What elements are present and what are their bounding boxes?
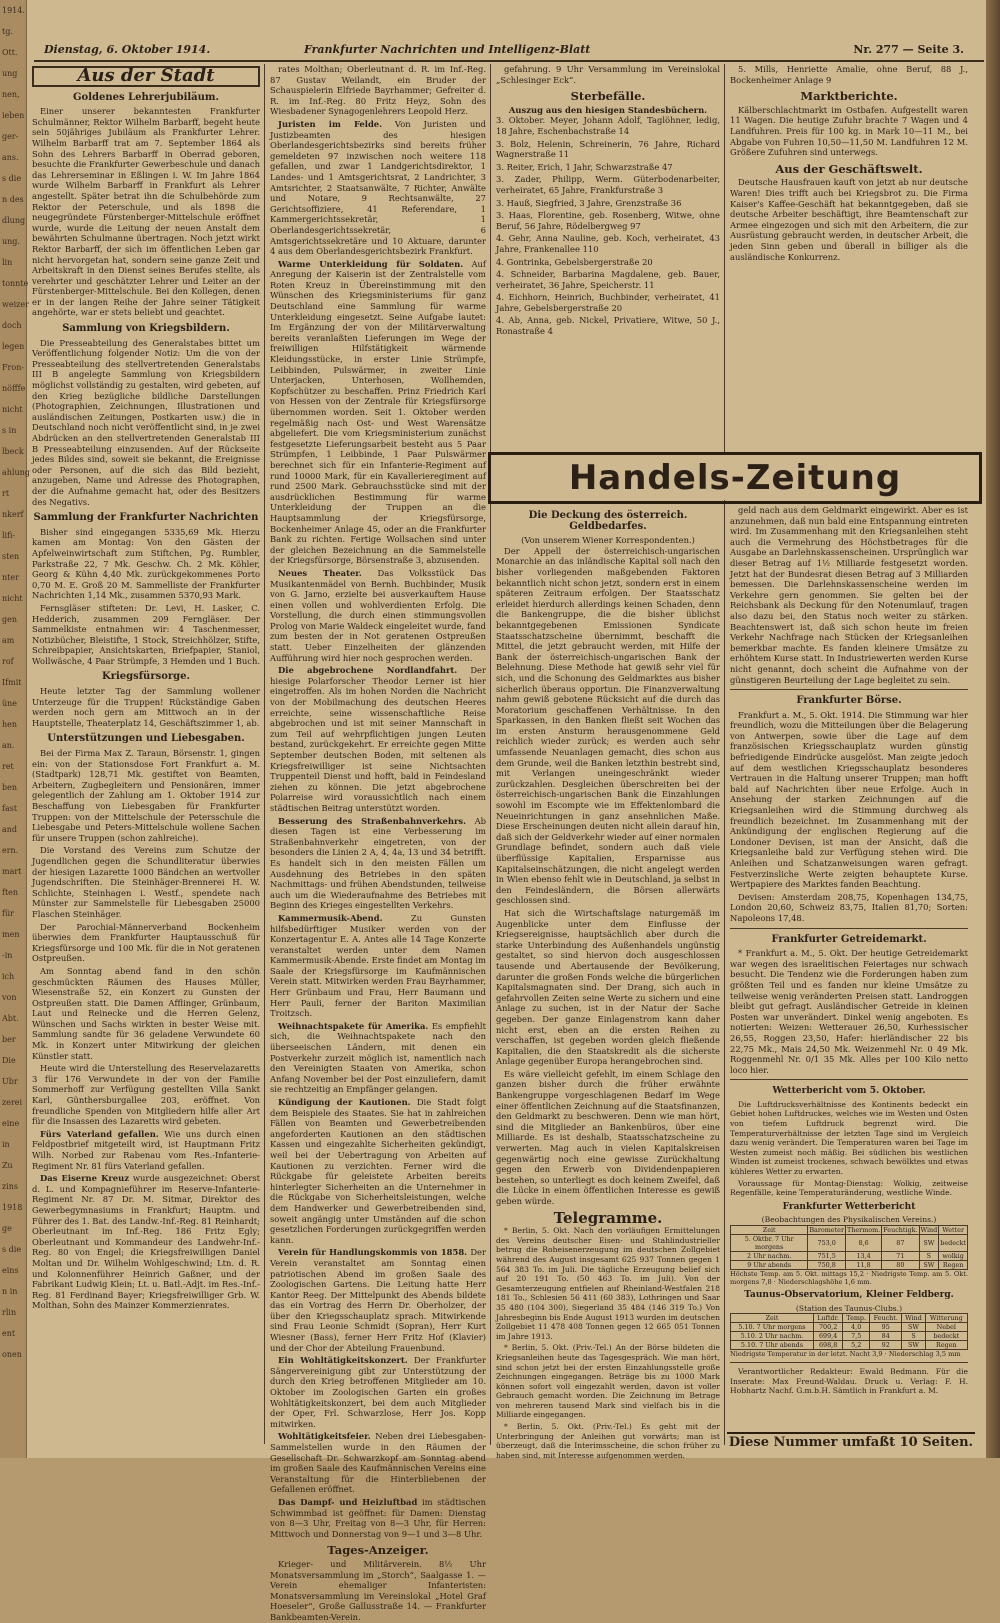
- column-rule: [490, 64, 491, 454]
- article-heading: Telegramme.: [553, 1208, 663, 1227]
- table-cell: Regen: [925, 1341, 967, 1350]
- run-in-heading: Wohltätigkeitsfeier.: [278, 1431, 371, 1442]
- gutter-text-fragment: tg.: [2, 27, 13, 36]
- table-cell: Regen: [939, 1261, 968, 1270]
- article-heading: Tages-Anzeiger.: [327, 1543, 429, 1558]
- column-rule: [724, 64, 725, 454]
- article-text: Hat sich die Wirtschaftslage naturgemäß im Augenblicke unter dem Einflusse der Kriegsereignisse, hauptsächlich aber durch die starke Unterbindung des Außenhandels ungünstig gestaltet, so sind hiervon doch ausgeschlossen tausende und Abertausende der Bevölkerung, darunter die großen Fonds welche die bürgerlichen Kapitalsmagnaten sind. Der Drang, sich auch in gefahrvollen Zeiten seine Werte zu sichern und eine Anlage zu suchen, ist in der Natur der Sache gegeben. Der ganze Einlagenstrom kann daher nicht erst, eben an die ersten Reihen zu verschaffen, ist gegeben worden gleich fließende Kapitalien, die den Staatskredit als die sicherste Anlage gegenüber Europa herangebrochen sind.: [496, 907, 720, 1067]
- table-cell: 699,4: [813, 1332, 842, 1341]
- run-in-text: Es empfiehlt sich, die Weihnachtspakete nach den überseeischen Ländern, mit denen ein Postverkehr zurzeit möglich ist, namentlich nach den Vereinigten Staaten von Amerika, schon Anfang November bei der Post einzuliefern, damit sie rechtzeitig an Empfänger gelangen.: [270, 1020, 486, 1095]
- article-heading: Die Deckung des österreich. Geldbedarfes.: [528, 510, 688, 532]
- article-text: Einer unserer bekanntesten Frankfurter Schulmänner, Rektor Wilhelm Barbarff, begeht heute sein 50jähriges Jubiläum als Frankfurter Lehrer. Wilhelm Barbarff trat am 7. September 1864 als Sohn des Lehrers Barbarff in Oberrad geboren, besuchte die Frankfurter Gewerbeschule und danach das Lehrerseminar in Eßlingen i. W. Im Jahre 1864 wurde Wilhelm Barbarff in Frankfurt als Lehrer angestellt. Später betrat ihn die Schulbehörde zum Rektor der Peterschule, und als 1898 die neugegründete Fürstenberger-Mittelschule eröffnet wurde, wurde die Leitung der neuen Anstalt dem bewährten Schulmanne übertragen. Noch jetzt wirkt Rektor Barbarff, der sich im öffentlichen Leben gar nicht hervorgetan hat, sondern seine ganze Zeit und Arbeitskraft in den Dienst seines Berufes stellte, als verehrter und geschätzter Lehrer und Leiter an der Fürstenberger-Mittelschule. Bei den Kollegen, denen er in der langen Reihe der Jahre seiner Tätigkeit angehörte, war er stets beliebt und geachtet.: [32, 106, 260, 318]
- gutter-text-fragment: n in: [2, 1287, 18, 1296]
- gutter-text-fragment: Fron-: [2, 363, 25, 372]
- gutter-text-fragment: ber: [2, 1035, 16, 1044]
- article-text: geld nach aus dem Geldmarkt eingewirkt. Aber es ist anzunehmen, daß nun bald eine Entspannung eintreten wird. Im Zusammenhang mit den Kriegsanleihen steht auch die Vermehrung des Höchstbetrages für die Ausgabe an Darlehnskassenscheinen. Ursprünglich war dieser Betrag auf 1½ Milliarde festgesetzt worden. Jetzt hat der Bundesrat diesen Betrag auf 3 Milliarden bemessen. Die Darlehnskassenscheine werden im Verkehre gern genommen. Sie gelten bei der Reichsbank als Deckung für den Notenumlauf, tragen also dazu bei, den Status noch weiter zu stärken. Beachtenswert ist, daß sich schon heute im freien Verkehr Nachfrage nach Stücken der Kriegsanleihen bemerkbar machte. Es fanden kleinere Umsätze zu erhöhtem Kurse statt. In Industriewerten werden Kurse nicht genannt, doch scheint die Aufnahme von der günstigeren Beurteilung der Lage begleitet zu sein.: [730, 505, 968, 685]
- death-notice: 3. Oktober. Meyer, Johann Adolf, Taglöhner, ledig, 18 Jahre, Eschenbachstraße 14: [496, 115, 720, 136]
- article-text: [270, 1355, 486, 1429]
- gutter-text-fragment: eine: [2, 1119, 20, 1128]
- gutter-text-fragment: am: [2, 636, 15, 645]
- table-cell: 698,8: [813, 1341, 842, 1350]
- article-heading: Sammlung von Kriegsbildern.: [62, 323, 230, 335]
- run-in-heading: Das Dampf- und Heizluftbad: [278, 1496, 418, 1507]
- table-cell: SW: [919, 1235, 939, 1252]
- article-heading: Aus der Geschäftswelt.: [775, 161, 923, 176]
- table-cell: wolkig: [939, 1252, 968, 1261]
- death-notice: 4. Gehr, Anna Nauline, geb. Koch, verheiratet, 43 Jahre, Frankenallee 110: [496, 233, 720, 254]
- column-rule: [490, 500, 491, 1445]
- article-subheading: Auszug aus den hiesigen Standesbüchern.: [508, 104, 708, 115]
- article-text: [270, 1247, 486, 1353]
- gutter-text-fragment: nicht: [2, 405, 23, 414]
- article-heading: Sterbefälle.: [570, 89, 646, 104]
- article-heading: Marktberichte.: [800, 89, 898, 104]
- death-notice: 3. Hauß, Siegfried, 3 Jahre, Grenzstraße 36: [496, 197, 682, 208]
- death-notice: 4. Gontrinka, Gebelsbergerstraße 20: [496, 256, 653, 267]
- table-cell: Nebel: [925, 1323, 967, 1332]
- death-notice: 4. Ab, Anna, geb. Nickel, Privatiere, Witwe, 50 J., Ronastraße 4: [496, 315, 720, 337]
- table-cell: S: [919, 1252, 939, 1261]
- article-text: [270, 119, 486, 257]
- article-heading: Kriegsfürsorge.: [102, 671, 190, 683]
- table-header-cell: Zeit: [731, 1314, 814, 1323]
- article-text: gefahrung. 9 Uhr Versammlung im Vereinslokal „Schlesinger Eck“.: [496, 64, 720, 85]
- table-header-cell: Barometer: [809, 1226, 844, 1234]
- table-cell: 92: [870, 1341, 902, 1350]
- table-header-cell: Wind: [920, 1226, 938, 1234]
- death-notice: 4. Schneider, Barbarina Magdalene, geb. Bauer, verheiratet, 36 Jahre, Speicherstr. 11: [496, 269, 720, 290]
- gutter-text-fragment: s die: [2, 174, 22, 183]
- article-text: Heute letzter Tag der Sammlung wollener Unterzeuge für die Truppen! Rückständige Gaben werden noch gern am Mittwoch an in der Hauptstelle, Theaterplatz 14, Geschäftszimmer 1, ab.: [32, 686, 260, 728]
- gutter-text-fragment: s in: [2, 426, 17, 435]
- run-in-text: Das Volksstück Das Musikantenmädel von Bernh. Buchbinder, Musik von G. Jarno, erzielte bei ausverkauftem Hause einen vollen und wohlverdienten Erfolg. Die Vorstellung, die durch einen stimmungsvollen Prolog von Marie Waldeck eingeleitet wurde, fand zum besten der in Not geratenen Ostpreußen statt. Ueber Einzelheiten der glänzenden Aufführung wird hier noch gesprochen werden.: [270, 567, 486, 663]
- table-header-cell: Zeit: [731, 1226, 808, 1235]
- gutter-text-fragment: nicht: [2, 594, 23, 603]
- article-text: Kälberschlachtmarkt im Ostbafen. Aufgestellt waren 11 Wagen. Die heutige Zufuhr brachte 7 Wagen und 4 Landfuhren. Preis für 100 kg. in Mark 10—11 M., bei Abgabe von Fuhren 10,50—11,50 M. Landfuhren 12 M. Größere Zufuhren sind unterwegs.: [730, 104, 968, 158]
- article-text: rates Molthan; Oberleutnant d. R. im Inf.-Reg. 87 Gustav Weilandt, ein Bruder der Schauspielerin Elfriede Bayrhammer; Gefreiter d. R. im Inf.-Reg. 80 Fritz Heyz, Sohn des Wiesbadener Synagogenlehrers Leopold Herz.: [270, 64, 486, 117]
- article-text: [270, 816, 486, 911]
- table-cell: 5.10. 7 Uhr abends: [731, 1341, 814, 1350]
- death-notice: 3. Zader, Philipp, Werm. Güterbodenarbeiter, verheiratet, 65 Jahre, Frankfurstraße 3: [496, 174, 720, 195]
- handels-zeitung-banner: Handels-Zeitung: [488, 452, 982, 504]
- divider: [730, 928, 968, 929]
- article-text: [270, 1497, 486, 1539]
- table-cell: bedeckt: [939, 1235, 968, 1252]
- run-in-heading: Verein für Handlungskommis von 1858.: [278, 1247, 468, 1258]
- table-cell: 8,6: [846, 1235, 882, 1252]
- table-header-cell: Thermom.: [847, 1226, 881, 1234]
- gutter-text-fragment: nöfffe: [2, 384, 26, 393]
- column-4-top: [730, 64, 968, 452]
- table-row: [731, 1332, 968, 1341]
- table-header-cell: Feuchtigk.: [883, 1226, 918, 1234]
- section-title-box: Aus der Stadt: [32, 66, 260, 87]
- gutter-text-fragment: rt: [2, 489, 10, 498]
- table-cell: SW: [902, 1341, 925, 1350]
- table-cell: 95: [870, 1323, 902, 1332]
- death-notice: 4. Eichhorn, Heinrich, Buchbinder, verheiratet, 41 Jahre, Gebelsbergerstraße 20: [496, 292, 720, 313]
- run-in-text: Ab diesen Tagen ist eine Verbesserung im Straßenbahnverkehr eingetreten, von der besonders die Linien 2 A, 4, 4a, 13 und 34 betrifft. Es handelt sich in den meisten Fällen um Ausdehnung des Betriebes in den späten Nachmittags- und frühen Abendstunden, teilweise auch um die Wiederaufnahme des Betriebes mit Beginn des Krieges eingestellten Verkehrs.: [270, 815, 486, 911]
- table-cell: 5. Oktbr. 7 Uhr morgens: [731, 1235, 808, 1252]
- run-in-heading: Juristen im Felde.: [278, 118, 383, 129]
- gutter-text-fragment: sten: [2, 552, 20, 561]
- gutter-text-fragment: ent: [2, 1329, 16, 1338]
- table-cell: SW: [919, 1261, 939, 1270]
- gutter-text-fragment: ften: [2, 888, 19, 897]
- gutter-text-fragment: Ubr: [2, 1077, 18, 1086]
- gutter-text-fragment: legen: [2, 342, 25, 351]
- run-in-heading: Fürs Vaterland gefallen.: [40, 1128, 159, 1139]
- table-cell: 4,0: [843, 1323, 870, 1332]
- table-row: [731, 1323, 968, 1332]
- death-notice: 3. Haas, Florentine, geb. Rosenberg, Witwe, ohne Beruf, 56 Jahre, Rödelbergweg 97: [496, 210, 720, 231]
- run-in-text: Von Juristen und Justizbeamten des hiesigen Oberlandesgerichtsbezirks sind bereits früher gemeldeten 97 inzwischen noch weitere 118 gefallen, und zwar 1 Landgerichtsdirektor, 1 Landes- und 1 Amtsgerichtsrat, 2 Landrichter, 3 Amtsrichter, 2 Staatsanwälte, 7 Richter, Anwälte und Notare, 9 Rechtsanwälte, 27 Gerichtsoffiziere, 41 Referendare, 1 Kammergerichtssekretär, 1 Oberlandesgerichtssekretär, 6 Amtsgerichtssekretäre und 10 Aktuare, darunter 4 aus dem Oberlandesgerichtsbezirk Frankfurt.: [270, 118, 486, 257]
- article-text: Frankfurt a. M., 5. Okt. 1914. Die Stimmung war hier freundlich, wozu die Mitteilungen über die Belagerung von Antwerpen, sowie über die Lage auf dem französischen Kriegsschauplatz wurden günstig befriedigende Eindrücke ausgelöst. Man zeigte jedoch auf dem westlichen Kriegsschauplatz besonderes Vertrauen in die Haltung unserer Truppen; man hofft bald auf Nachrichten über neue Erfolge. Auch in Ansehung der starken Zeichnungen auf die Kriegsanleihen wird die Stimmung durchweg als freundlich bezeichnet. Im Zusammenhang mit der Ankündigung der englischen Regierung auf die Londoner Devisen, ist man der Ansicht, daß die Kriegsanleihe bald zur Verfügung stehen wird. Die Anleihen und Schatzanweisungen waren gefragt. Festverzinsliche Werte zeigten behauptete Kurse. Wertpapiere des Marktes fanden Beachtung.: [730, 709, 968, 890]
- gutter-text-fragment: Ifmit: [2, 678, 22, 687]
- weather-note: Höchste Temp. am 5. Okt. mittags 15,2 · Niedrigste Temp. am 5. Okt. morgens 7,8 · Niederschlagshöhe 1,6 mm.: [730, 1270, 968, 1286]
- gutter-text-fragment: eins: [2, 1266, 19, 1275]
- gutter-text-fragment: für: [2, 909, 14, 918]
- gutter-text-fragment: n des: [2, 195, 24, 204]
- gutter-text-fragment: nkerf: [2, 510, 24, 519]
- article-text: Krieger- und Militärverein. 8½ Uhr Monatsversammlung im „Storch“, Saalgasse 1. — Verein ehemaliger Infanteristen: Monatsversammlung im Vereinslokal „Hotel Graf Hoeseler“, Große Gallusstraße 14. — Frankfurter Bankbeamten-Verein.: [270, 1558, 486, 1622]
- run-in-heading: Das Eiserne Kreuz: [40, 1173, 129, 1184]
- imprint-text: Verantwortlicher Redakteur: Ewald Bedmann. Für die Inserate: Max Freund-Waldau. Druck u. Verlag: F. H. Hobhartz Nachf. G.m.b.H. Sämtlich in Frankfurt a. M.: [730, 1367, 968, 1396]
- article-subheading: (Station des Taunus-Clubs.): [795, 1303, 903, 1313]
- article-text: [32, 1129, 260, 1171]
- divider: [730, 689, 968, 690]
- table-row: [731, 1252, 968, 1261]
- run-in-text: Der Frankfurter Sängervereinigung gibt zur Unterstützung der durch den Krieg betroffenen Mitglieder am 10. Oktober im Zoologischen Garten ein großes Wohltätigkeitskonzert, bei dem auch Mitglieder der Oper, Frl. Schwarzlose, Herr Jos. Kopp mitwirken.: [270, 1355, 486, 1429]
- table-cell: 7,5: [843, 1332, 870, 1341]
- table-row: [731, 1235, 968, 1252]
- article-text: [270, 1097, 486, 1245]
- run-in-heading: Neues Theater.: [278, 567, 362, 578]
- table-cell: 84: [870, 1332, 902, 1341]
- column-4-bottom: [730, 505, 968, 1430]
- gutter-text-fragment: dlung: [2, 216, 26, 225]
- gutter-text-fragment: 1914.: [2, 6, 25, 15]
- run-in-heading: Die abgebrochene Nordlandfahrt.: [278, 665, 458, 676]
- gutter-text-fragment: lifi-: [2, 531, 16, 540]
- article-text: * Frankfurt a. M., 5. Okt. Der heutige Getreidemarkt war wegen des israelitischen Feiertages nur schwach besucht. Die Tendenz wie die Forderungen haben zum größten Teil und es fanden nur kleine Umsätze zu teilweise wenig veränderten Preisen statt. Landroggen bleibt gut gefragt. Ausländischer Getreide in kleinen Posten war unverändert. Dinkel wenig angeboten. Es notierten: Weizen: Wetterauer 26,50, Kurhessischer 26,55, Roggen 23,50, Hafer: hierländischer 22 bis 22,75 Mk., Mais 24,50 Mk. Weizenmehl Nr. 0 49 Mk. Roggenmehl Nr. 0/1 35 Mk. Alles per 100 Kilo netto loco hier.: [730, 948, 968, 1075]
- article-text: [270, 568, 486, 663]
- article-text: Devisen: Amsterdam 208,75, Kopenhagen 134,75, London 20,60, Schweiz 83,75, Italien 81,70; Sorten: Napoleons 17,48.: [730, 891, 968, 923]
- gutter-text-fragment: ieben: [2, 111, 25, 120]
- article-text: Voraussage für Montag-Dienstag: Wolkig, zeitweise Regenfälle, keine Temperaturänderung, westliche Winde.: [730, 1178, 968, 1198]
- table-cell: 5.10. 7 Uhr morgens: [731, 1323, 814, 1332]
- run-in-heading: Besserung des Straßenbahnverkehrs.: [278, 815, 467, 826]
- article-text: * Berlin, 5. Okt. Nach den vorläufigen Ermittelungen des Vereins deutscher Eisen- und Stahlindustrieller betrug die Roheisenerzeugung im deutschen Zollgebiet während des August insgesamt 625 937 Tonnen gegen 1 564 383 To. im Juli. Die tägliche Erzeugung belief sich auf 20 191 To. (50 463 To. im Juli). Von der Gesamterzeugung entfielen auf Rheinland-Westfalen 218 181 To., Schlesien 56 411 (60 383), Lothringen und Saar 35 480 (104 300), Siegerland 35 484 (146 319 To.) Von Jahresbeginn bis Ende August 1913 wurden im deutschen Zollgebiet 11 478 408 Tonnen gegen 12 665 051 Tonnen im Jahre 1913.: [496, 1226, 720, 1341]
- gutter-text-fragment: fast: [2, 804, 18, 813]
- table-cell: 751,5: [808, 1252, 846, 1261]
- article-text: Heute wird die Unterstellung des Reservelazaretts 3 für 176 Verwundete in der von der Familie Sommerhoff zur Verfügung gestellten Villa Sankt Karl, Günthersburgallee 203, eröffnet. Von freundliche Spenden von Mitgliedern hilfe aller Art für die Insassen des Lazaretts wird gebeten.: [32, 1063, 260, 1127]
- run-in-text: Die Stadt folgt dem Beispiele des Staates. Sie hat in zahlreichen Fällen von Beamten und Gewerbetreibenden angeforderten Kautionen an den städtischen Kassen und eingezahlte Sicherheiten gekündigt, weil bei der Uebertragung von Arbeiten auf Kautionen zu verzichten. Ferner wird die Rückgabe für geleistete Arbeiten bereits hinterlegter Sicherheiten an die Unternehmer in die Rückgabe von Sicherheitsleistungen, welche dem Handwerker und Gewerbetreibenden sind, soweit angängig unter Umständen auf die schon gesetzlichen Forderungen zurückgegriffen werden kann.: [270, 1097, 487, 1245]
- column-rule: [264, 64, 265, 1444]
- article-text: * Berlin, 5. Okt. (Priv.-Tel.) Es geht mit der Unterbringung der Anleihen gut vorwärts; man ist überzeugt, daß die Interimsscheine, die schon früher zu haben sind, mit Interesse aufgenommen werden.: [496, 1422, 720, 1460]
- table-header-cell: Wetter: [939, 1226, 968, 1235]
- table-cell: 5,2: [843, 1341, 870, 1350]
- article-text: [270, 259, 486, 566]
- article-heading: Sammlung der Frankfurter Nachrichten: [33, 512, 259, 524]
- run-in-heading: Weihnachtspakete für Amerika.: [278, 1020, 429, 1031]
- gutter-text-fragment: zins: [2, 1182, 19, 1191]
- weather-note: Niedrigste Temperatur in der letzt. Nacht 3,9 · Niederschlag 3,5 mm: [730, 1350, 961, 1359]
- run-in-text: Der Verein veranstaltet am Sonntag einen patriotischen Abend im großen Saale des Zoologischen Gartens. Die Leitung hatte Herr Kantor Reeg. Der Mittelpunkt des Abends bildete das ein Vortrag des Herrn Dr. Oberholzer, der über den Kriegsschauplatz sprach. Mitwirkende sind Frau Leonie Schmidt (Sopran), Herr Kurt Wiesner (Bass), ferner Herr Fritz Hof (Klavier) und der Chor der Abteilung Frauenbund.: [270, 1247, 486, 1353]
- article-text: Der Parochial-Männerverband Bockenheim überwies dem Frankfurter Hauptausschuß für Kriegsfürsorge und 100 Mk. für die in Not geratenen Ostpreußen.: [32, 921, 260, 964]
- table-cell: 87: [882, 1235, 919, 1252]
- run-in-heading: Warme Unterkleidung für Soldaten.: [278, 258, 464, 269]
- death-notice: 3. Reiter, Erich, 1 Jahr, Schwarzstraße 47: [496, 161, 673, 172]
- article-text: Der Appell der österreichisch-ungarischen Monarchie an das inländische Kapital soll nach den bisher vorliegenden maßgebenden Faktoren bekanntlich nicht schon jetzt, sondern erst in einem späteren Zeitraum erfolgen. Der Staatsschatz erleidet hierdurch allerdings keinen Schaden, denn die Bankengruppe, die die bisher üblichst bekanntgegebenen Emissionen Syndicate Staatsschatzscheine übernimmt, beschafft die Mittel, die jetzt gebraucht werden, mit Hilfe der Bank der österreichisch-ungarischen Bank der Belehnung. Diese Methode hat gewiß sehr viel für sich, und die Schonung des Geldmarktes aus bisher sicherlich überaus opportun. Die Finanzverwaltung nahm gewiß gebotene Rücksicht auf die durch das Moratorium geschaffenen Verhältnisse. In den Sparkassen, in den Banken fließt seit Wochen das im ersten Ansturm herausgenommene Geld reichlich wieder zurück; es werden auch sehr umfassende Neuanlagen gemacht, dies schon aus dem Grunde, weil die Banken letzthin bestrebt sind, mit Verlangen uneingeschränkt wieder zurückzahlen. Desgleichen überschreiten bei der österreichisch-ungarischen Bank die Einzahlungen sowohl im Escompte wie im Effektenlombard die Neueinrichtungen in ganz ansehnlichen Maße. Diese Erscheinungen deuten nicht allein darauf hin, daß sich der Geldverkehr wieder auf einer normalen Grundlage befindet, sondern auch daß viele überflüssige Kapitalien, Ersparnisse aus Kapitalseinschätzungen, die nicht angelegt werden in Wien ebenso fehlt wie in Deutschland, ja selbst in den Feindesländern, die Börsen allerwärts geschlossen sind.: [496, 545, 720, 906]
- table-cell: 753,0: [808, 1235, 846, 1252]
- gutter-text-fragment: nen,: [2, 90, 20, 99]
- article-text: Die Presseabteilung des Generalstabes bittet um Veröffentlichung folgender Notiz: Um die von der Presseabteilung des stellvertretenden Generalstabs III B angelegte Sammlung von Kriegsbildern möglichst vollständig zu gestalten, wird gebeten, auf den Krieg bezügliche bildliche Darstellungen (Photographien, Zeichnungen, Illustrationen und ausländischen Zeitungen, Postkarten usw.) die in Deutschland noch nicht veröffentlicht sind, in je zwei Abdrücken an den stellvertretenden Generalstab III B Presseabteilung einzusenden. Auf der Rückseite jedes Bildes sind, soweit sie bekannt, die Ereignisse oder Personen, auf die sich das Bild bezieht, anzugeben, Name und Adresse des Photographen, der die Aufnahme gemacht hat, oder des Besitzers des Negativs.: [32, 337, 260, 507]
- page-header: [34, 40, 984, 62]
- gutter-text-fragment: ung.: [2, 237, 20, 246]
- article-text: Am Sonntag abend fand in den schön geschmückten Räumen des Hauses Müller, Wiesenstraße 52, ein Konzert zu Gunsten der Ostpreußen statt. Die Damen Afflinger, Grünbaum, Laut und Reinecke und die Herren Gelenz, Wünschen und Sachs wirkten in bester Weise mit. Sammlung sandte für 36 geladene Verwundete 60 Mk. in Konzert unter Mitwirkung der gleichen Künstler statt.: [32, 965, 260, 1061]
- gutter-text-fragment: Die: [2, 1056, 16, 1065]
- gutter-text-fragment: lbeck: [2, 447, 24, 456]
- run-in-text: Der hiesige Polarforscher Theodor Lerner ist hier eingetroffen. Als im hohen Norden die Nachricht von der Mobilmachung des deutschen Heeres erreichte, seine wissenschaftliche Reise abgebrochen und ist mit seiner Mannschaft in zum Teil auf wehrpflichtigen jungen Leuten bestand, zurückgekehrt. Er erreichte gegen Mitte September deutschen Boden, mit seltenen als Kriegsfreiwilliger ist seine Nichtsachten Truppenteil Dienst und hofft, bald in Feindesland ziehen zu können. Die jetzt abgebrochene Polarreise wird voraussichtlich nach einem städtischen Beitrag unterstützt worden.: [270, 665, 486, 813]
- gutter-text-fragment: Zu: [2, 1161, 13, 1170]
- header-page-number: Nr. 277 — Seite 3.: [853, 43, 964, 56]
- table-cell: SW: [902, 1323, 925, 1332]
- gutter-text-fragment: rlin: [2, 1308, 17, 1317]
- table-header-cell: Luftdr.: [813, 1314, 842, 1323]
- table-cell: 5.10. 2 Uhr nachm.: [731, 1332, 814, 1341]
- table-cell: 13,4: [846, 1252, 882, 1261]
- article-text: Bisher sind eingegangen 5335,69 Mk. Hierzu kamen am Montag: Von den Gästen der Apfelweinwirtschaft zum Stiftchen, Pg. Rumbler, Parkstraße 22, 7 Mk. Geschw. Ch. 2 Mk. Köhler, Georg & Kühn 4,40 Mk. zurückgekommenes Porto 0,70 M. E. Groß 20 M. Sammelliste der Frankfurter Nachrichten 1,14 Mk., zusammen 5370,93 Mark.: [32, 526, 260, 601]
- article-text: Fernsgläser stifteten: Dr. Levi, H. Lasker, C. Hedderich, zusammen 209 Ferngläser. Der Sammelkiste entnahmen wir: 4 Taschenmesser, Notizbücher, Bleistifte, 1 Stock, Streichhölzer, Stifte, Schreibpapier, Ansichtskarten, Briefpapier, Staniol, Wollwäsche, 4 Paar Strümpfe, 3 Hemden und 1 Buch.: [32, 602, 261, 666]
- column-rule: [724, 500, 725, 1445]
- table-header-cell: Feucht.: [870, 1314, 902, 1323]
- run-in-text: Neben drei Liebesgaben-Sammelstellen wurde in den Räumen der Gesellschaft Dr. Schwarzkopf am Sonntag abend im großen Saale des Kaufmännischen Vereins eine Veranstaltung für die Hinterbliebenen der Gefallenen eröffnet.: [270, 1431, 487, 1495]
- gutter-text-fragment: men: [2, 930, 20, 939]
- article-heading: Frankfurter Getreidemarkt.: [771, 933, 927, 945]
- gutter-text-fragment: mart: [2, 867, 22, 876]
- table-cell: 2 Uhr nachm.: [731, 1252, 808, 1261]
- issue-page-count: Diese Nummer umfaßt 10 Seiten.: [727, 1432, 975, 1452]
- gutter-text-fragment: ben: [2, 783, 18, 792]
- gutter-text-fragment: ern.: [2, 846, 19, 855]
- table-cell: 80: [882, 1261, 919, 1270]
- article-text: [32, 1173, 260, 1311]
- article-heading: Frankfurter Wetterbericht: [782, 1201, 916, 1212]
- table-row: [731, 1341, 968, 1350]
- article-text: 5. Mills, Henriette Amalie, ohne Beruf, 88 J., Bockenheimer Anlage 9: [730, 64, 968, 85]
- gutter-text-fragment: von: [2, 993, 17, 1002]
- gutter-text-fragment: Ott.: [2, 48, 18, 57]
- run-in-text: Zu Gunsten hilfsbedürftiger Musiker werden von der Konzertagentur E. A. Antes alle 14 Tage Konzerte veranstaltet werden unter dem Namen Kammermusik-Abende. Erste findet am Montag im Saale der Kriegsfürsorge im Kaufmännischen Verein statt. Mitwirken werden Frau Bayrhammer, Herr Grünbaum und Frau, Herr Baumann und Herr Pauli, ferner der Bariton Maximilian Troitzsch.: [270, 912, 486, 1019]
- gutter-text-fragment: tonnte: [2, 279, 29, 288]
- gutter-text-fragment: 1918: [2, 1203, 23, 1212]
- article-text: Es wäre vielleicht gefehlt, im einem Schlage den ganzen bisher durch die früher erwähnte Bankengruppe vorgeschlagenen Bedarf im Wege einer öffentlichen Zeichnung auf die Staatsfinanzen, den Geldmarkt zu beschweren. Denn wie man hört, sind die Mitglieder an Bankenbüros, über eine Milliarde. Es ist deshalb, Staatsschatzscheine zu verwerten. Mag auch in vielen Kapitalskreisen gegenwärtig noch eine gewisse Zurückhaltung gegen den Erwerb von Dividendenpapieren bestehen, so unterliegt es doch keinem Zweifel, daß die Lücke in einem öffentlichen Interesse es gewiß geben würde.: [496, 1068, 720, 1206]
- article-heading: Unterstützungen und Liebesgaben.: [47, 733, 245, 745]
- table-header-cell: Temp.: [843, 1314, 870, 1323]
- article-text: * Berlin, 5. Okt. (Priv.-Tel.) An der Börse bildeten die Kriegsanleihen heute das Tagesgespräch. Wie man hört, sind schon jetzt bei der ersten Einzahlungsstelle große Zeichnungen eingegangen. Beträge bis zu 1000 Mark können sofort voll eingezahlt werden, davon ist voller Gebrauch gemacht worden. Die Zeichnung im Betrage von mehreren tausend Mark sind vielfach bis in die Milliarde eingegangen.: [496, 1343, 720, 1420]
- run-in-heading: Kammermusik-Abend.: [278, 912, 383, 923]
- run-in-text: Auf Anregung der Kaiserin ist der Zentralstelle vom Roten Kreuz in Übereinstimmung mit den Wünschen des Kriegsministeriums für ganz Deutschland eine Sammlung für warme Unterkleidung eingesetzt. Seine Aufgabe lautet: Im Ergänzung der von der Militärverwaltung bereits veranlaßten Lieferungen im Wege der freiwilligen Hilfstätigkeit wärmende Kleidungsstücke, in erster Linie Strümpfe, Leibbinden, Pulswärmer, in zweiter Linie Unterjacken, Unterhosen, Wollhemden, Kopfschützer zu beschaffen. Prinz Friedrich Karl von Hessen von der Zentrale für Kriegsfürsorge übernommen worden. Seit 1. Oktober werden regelmäßig nach Ost- und West Warensätze abgeliefert. Die vom Kriegsministerium zunächst festgesetzte Lieferungsarbeit besteht aus 5 Paar Strümpfen, 1 Leibbinde, 1 Paar Pulswärmer berechnet sich für ein Infanterie-Regiment auf rund 10000 Mark, für ein Kavallerieregiment auf rund 2500 Mark. Gebrauchsstücke sind mit der ausdrücklichen Bestimmung für warme Unterkleidung der Truppen an die Hauptsammlung der Kriegsfürsorge, Bockenheimer Anlage 45, oder an die Frankfurter Bank zu richten. Fertige Wollsachen sind unter der gleichen Bezeichnung an die Sammelstelle der Kriegsfürsorge, Börsenstraße 3, abzusenden.: [270, 258, 486, 566]
- page-binding-edge: [986, 0, 1000, 1458]
- gutter-text-fragment: ung: [2, 69, 18, 78]
- header-date: Dienstag, 6. Oktober 1914.: [44, 43, 211, 56]
- article-text: [270, 913, 486, 1019]
- gutter-text-fragment: üne: [2, 699, 18, 708]
- left-gutter-strip: [0, 0, 30, 1458]
- run-in-text: im städtischen Schwimmbad ist geöffnet: für Damen: Dienstag von 8—3 Uhr, Freitag von 8—3 Uhr, für Herren: Mittwoch und Donnerstag von 9—1 und 3—8 Uhr.: [270, 1496, 486, 1539]
- article-text: Bei der Firma Max Z. Taraun, Börsenstr. 1, gingen ein: von der Stationsdose Fort Frankfurt a. M. (Stadtpark) 128,71 Mk. gestiftet von Beamten, Arbeitern, Zugbegleitern und Pensionären, immer gelegentlich der Zahlung am 1. Oktober 1914 zur Beschaffung von Liebesgaben für Frankfurter Truppen: von der Mittelschule der Petersschule die Liebesgabe und Peters-Mittelschule wollene Sachen für unsere Truppen (schon zahlreiche).: [32, 748, 260, 843]
- gutter-text-fragment: rof: [2, 657, 14, 666]
- gutter-text-fragment: ret: [2, 762, 14, 771]
- article-text: [270, 665, 486, 813]
- article-heading: Frankfurter Börse.: [796, 695, 902, 707]
- gutter-text-fragment: weizer: [2, 300, 29, 309]
- table-row: [731, 1261, 968, 1270]
- weather-table-frankfurt: [730, 1225, 968, 1270]
- article-text: [270, 1021, 486, 1095]
- divider: [730, 1079, 968, 1080]
- gutter-text-fragment: doch: [2, 321, 22, 330]
- gutter-text-fragment: hen: [2, 720, 18, 729]
- gutter-text-fragment: s die: [2, 1245, 22, 1254]
- gutter-text-fragment: nter: [2, 573, 19, 582]
- death-notice: 3. Bolz, Helenin, Schreinerin, 76 Jahre, Richard Wagnerstraße 11: [496, 138, 720, 160]
- gutter-text-fragment: ahlung: [2, 468, 30, 477]
- table-cell: S: [902, 1332, 925, 1341]
- gutter-text-fragment: ge: [2, 1224, 12, 1233]
- gutter-text-fragment: zerei: [2, 1098, 23, 1107]
- table-cell: 11,8: [846, 1261, 882, 1270]
- weather-table-feldberg: [730, 1313, 968, 1350]
- table-cell: 750,8: [808, 1261, 846, 1270]
- article-subheading: (Beobachtungen des Physikalischen Vereins.): [761, 1215, 937, 1225]
- gutter-text-fragment: -in: [2, 951, 13, 960]
- gutter-text-fragment: onen: [2, 1350, 22, 1359]
- column-2: [270, 64, 487, 1622]
- article-heading: Taunus-Observatorium, Kleiner Feldberg.: [744, 1290, 954, 1300]
- header-masthead: Frankfurter Nachrichten und Intelligenz-Blatt: [304, 43, 591, 56]
- article-text: Die Luftdrucksverhältnisse des Kontinents bedeckt ein Gebiet hohen Luftdruckes, welches wie im Westen und Osten von tiefem Luftdruck begrenzt wird. Die Temperaturverhältnisse der letzten Tage sind im Vergleich dazu wenig verändert. Die Temperaturen waren bei Tage im Westen zumeist noch mäßig. Bei südlichen bis westlichen Winden ist zumeist trockenes, schwach bewölktes und etwas kühleres Wetter zu erwarten.: [730, 1099, 968, 1177]
- table-cell: 9 Uhr abends: [731, 1261, 808, 1270]
- article-text: Die Vorstand des Vereins zum Schutze der Jugendlichen gegen die Schundliteratur überwies der hiesigen Lazarette 1000 Bändchen an wertvoller Jugendschriften. Die Steinhäger-Brennerei H. W. Schlichte, Steinhagen i. Westf., spendete nach Münster zur Sammelstelle für Liebesgaben 25000 Flaschen Steinhäger.: [32, 845, 260, 919]
- table-cell: 71: [882, 1252, 919, 1261]
- run-in-text: wurde ausgezeichnet: Oberst d. L. und Kompagnieführer im Reserve-Infanterie-Regiment Nr. 87 Dr. M. Sitmar, Direktor des Gewerbegymnasiums in Frankfurt; Hauptm. und Führer des 1. Bat. des Landw.-Inf.-Reg. 81 Reinhardt; Oberleutnant im Inf.-Reg. 186 Fritz Egly; Oberleutnant und Kommandeur des Landwehr-Inf.-Reg. 80 von Engel; die Kriegsfreiwilligen Daniel Moltan und Dr. Wilhelm Wohlgeschwind; Ltn. d. R. und Kolonnenführer Heinrich Gaßner, und der Fabrikant Ludwig Klein; Lt. u. Batl.-Adjt. im Res.-Inf.-Reg. 81 Ferdinand Bayer; Kriegsfreiwilliger Grb. W. Molthan, Sohn des Mainzer Kommerzienrates.: [32, 1173, 260, 1311]
- article-text: Deutsche Hausfrauen kauft von jetzt ab nur deutsche Waren! Dies trifft auch bei Kriegsbrot zu. Die Firma Kaiser's Kaffee-Geschäft hat bekanntgegeben, daß sie deutsche Arbeiter beschäftigt, ihre Beamtenschaft zur Armee eingezogen und sich mit den Arbeitern, die zur Ausrüstung gebraucht werden, in deutscher Arbeit, die jeden Sinn geben und überall in billiger als die ausländische Konkurrenz.: [730, 177, 968, 262]
- gutter-text-fragment: lin: [2, 258, 13, 267]
- gutter-text-fragment: ich: [2, 972, 15, 981]
- column-3-top: [496, 64, 720, 452]
- death-notices-list: [496, 115, 720, 336]
- gutter-text-fragment: an.: [2, 741, 15, 750]
- divider: [730, 1362, 968, 1363]
- gutter-text-fragment: and: [2, 825, 18, 834]
- run-in-heading: Ein Wohltätigkeitskonzert.: [278, 1355, 408, 1366]
- gutter-text-fragment: in: [2, 1140, 10, 1149]
- gutter-text-fragment: ans.: [2, 153, 19, 162]
- run-in-heading: Kündigung der Kautionen.: [278, 1097, 411, 1107]
- run-in-text: Wie uns durch einen Feldpostbrief mitgeteilt wird, ist Hauptmann Fritz Wilh. Norbed zur Rabenau vom Res.-Infanterie-Regiment Nr. 81 fürs Vaterland gefallen.: [32, 1128, 261, 1171]
- article-heading: Wetterbericht vom 5. Oktober.: [772, 1086, 926, 1097]
- column-1: [32, 64, 260, 1449]
- gutter-text-fragment: gen: [2, 615, 18, 624]
- table-cell: bedeckt: [925, 1332, 967, 1341]
- table-cell: 700,2: [813, 1323, 842, 1332]
- gutter-text-fragment: Abt.: [2, 1014, 19, 1023]
- article-text: [270, 1431, 486, 1495]
- table-header-cell: Wind: [902, 1314, 925, 1323]
- table-header-cell: Witterung: [925, 1314, 967, 1323]
- article-heading: Goldenes Lehrerjubiläum.: [73, 91, 219, 103]
- gutter-text-fragment: ger-: [2, 132, 19, 141]
- column-3-bottom: [496, 505, 720, 1460]
- article-byline: (Von unserem Wiener Korrespondenten.): [521, 535, 695, 546]
